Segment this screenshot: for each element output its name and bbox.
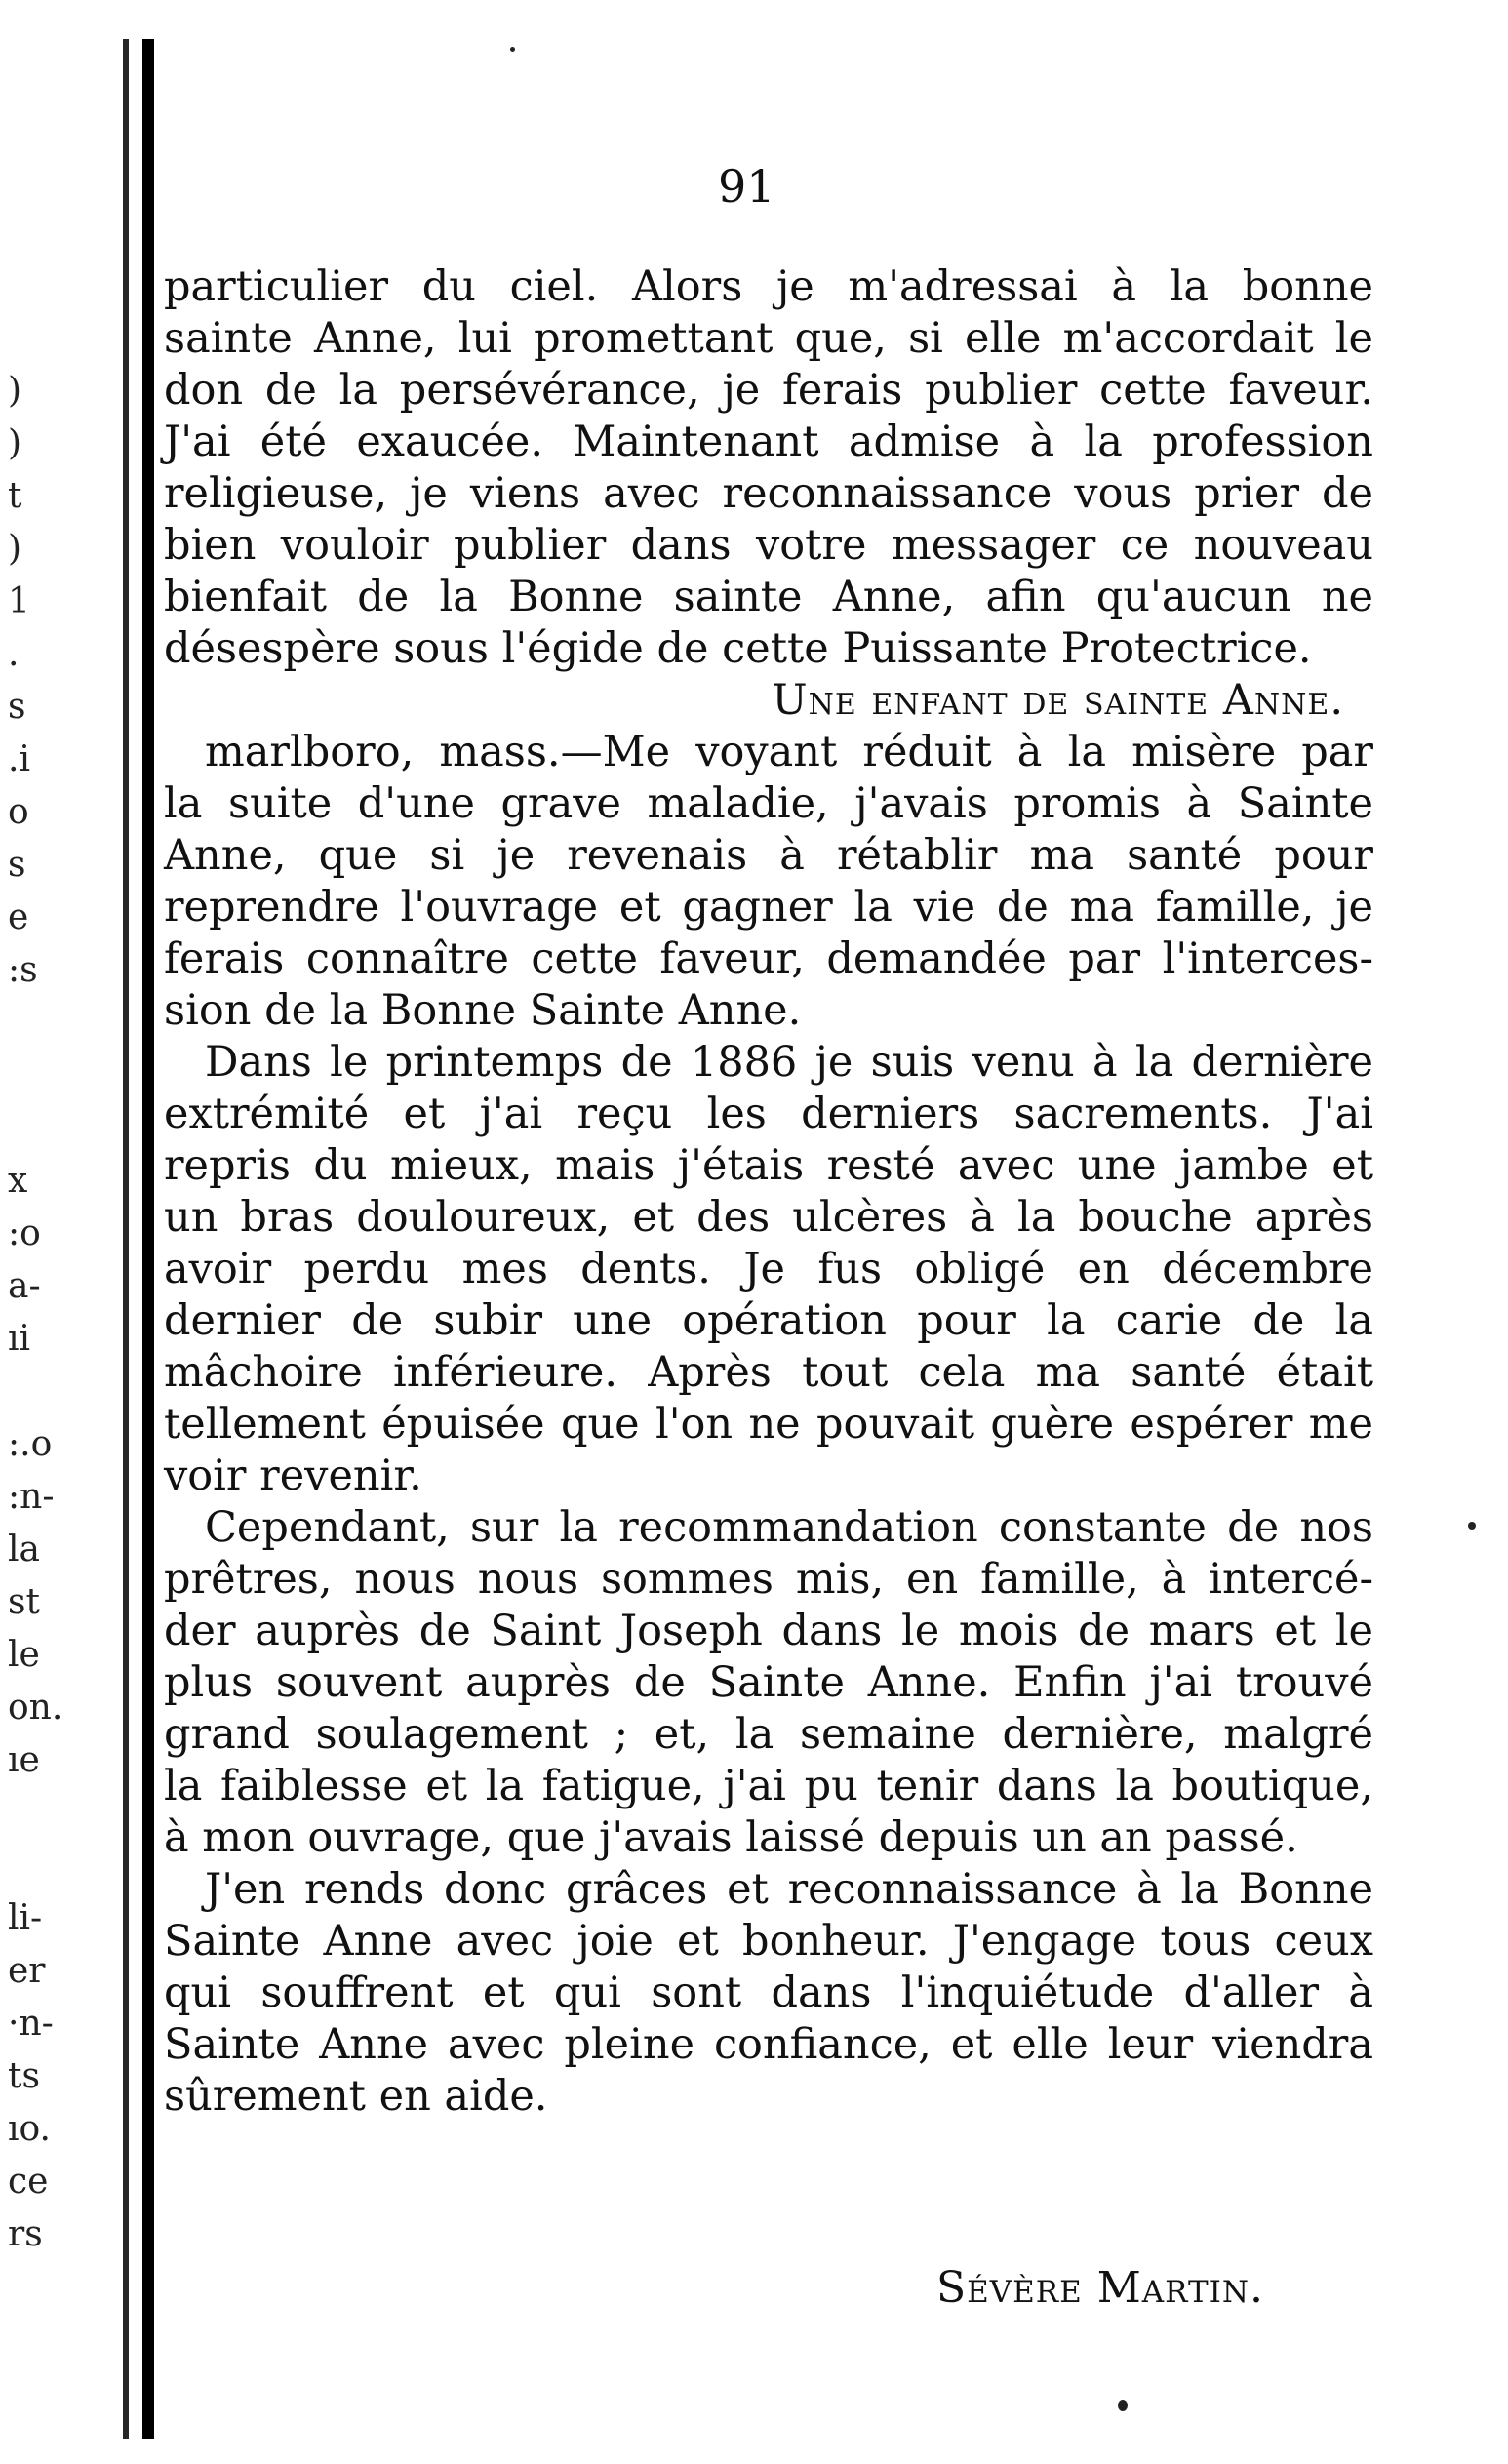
margin-fragment: s: [8, 687, 26, 727]
margin-fragment: ): [8, 371, 22, 411]
margin-fragment: x: [8, 1161, 28, 1201]
text-line: bienfait de la Bonne sainte Anne, afin qu'aucun ne: [164, 573, 1373, 621]
margin-fragment: .i: [8, 739, 30, 779]
text-line: sion de la Bonne Sainte Anne.: [164, 986, 802, 1035]
text-line: J'ai été exaucée. Maintenant admise à la profession: [164, 417, 1373, 466]
margin-fragment: st: [8, 1582, 40, 1622]
text-line: bien vouloir publier dans votre messager ce nouveau: [164, 521, 1373, 570]
margin-fragment: ts: [8, 2056, 40, 2096]
margin-fragment: :.o: [8, 1424, 53, 1464]
text-line: mâchoire inférieure. Après tout cela ma santé était: [164, 1348, 1373, 1397]
text-line: la suite d'une grave maladie, j'avais promis à Sainte: [164, 779, 1373, 828]
text-line: marlboro, mass.—Me voyant réduit à la misère par: [205, 728, 1373, 776]
margin-fragment: le: [8, 1635, 40, 1675]
text-line: religieuse, je viens avec reconnaissance vous prier de: [164, 469, 1373, 518]
text-line: sûrement en aide.: [164, 2072, 548, 2121]
margin-fragment: e: [8, 897, 29, 937]
text-line: ferais connaître cette faveur, demandée par l'interces-: [164, 934, 1373, 983]
margin-fragment: li-: [8, 1898, 43, 1938]
text-line: prêtres, nous nous sommes mis, en famille, à intercé-: [164, 1555, 1373, 1604]
text-line: Dans le printemps de 1886 je suis venu à la dernière: [205, 1038, 1373, 1087]
margin-fragment: ·n-: [8, 2004, 54, 2044]
text-line: Sainte Anne avec pleine confiance, et elle leur viendra: [164, 2020, 1373, 2069]
binding-shadow: [123, 39, 129, 2439]
text-line: der auprès de Saint Joseph dans le mois de mars et le: [164, 1607, 1373, 1655]
text-line: voir revenir.: [164, 1451, 422, 1500]
margin-fragment: ): [8, 529, 22, 569]
margin-fragment: s: [8, 845, 26, 885]
margin-fragment: o: [8, 792, 29, 832]
text-line: Cependant, sur la recommandation constante de nos: [205, 1503, 1373, 1552]
text-line: repris du mieux, mais j'étais resté avec une jambe et: [164, 1141, 1373, 1190]
margin-fragment: ): [8, 423, 22, 463]
text-line: désespère sous l'égide de cette Puissante Protectrice.: [164, 624, 1312, 673]
margin-fragment: :n-: [8, 1477, 55, 1517]
signature: Sévère Martin.: [936, 2263, 1265, 2313]
margin-fragment: ce: [8, 2162, 49, 2202]
text-line: don de la persévérance, je ferais publier cette faveur.: [164, 366, 1373, 415]
margin-fragment: rs: [8, 2214, 43, 2254]
ink-speck: [1118, 2400, 1128, 2411]
margin-fragment: ıe: [8, 1740, 40, 1780]
text-line: extrémité et j'ai reçu les derniers sacrements. J'ai: [164, 1090, 1373, 1138]
text-line: plus souvent auprès de Sainte Anne. Enfin j'ai trouvé: [164, 1658, 1373, 1707]
margin-fragment: a-: [8, 1266, 41, 1306]
text-line: Anne, que si je revenais à rétablir ma santé pour: [164, 831, 1373, 880]
text-line: J'en rends donc grâces et reconnaissance à la Bonne: [205, 1865, 1373, 1914]
margin-fragment: .: [8, 634, 20, 674]
text-line: un bras douloureux, et des ulcères à la bouche après: [164, 1193, 1373, 1242]
margin-fragment: ıo.: [8, 2109, 51, 2149]
text-line: particulier du ciel. Alors je m'adressai à la bonne: [164, 262, 1373, 311]
margin-fragment: t: [8, 476, 22, 516]
body-text: [164, 261, 1373, 2123]
ink-speck: [510, 47, 515, 52]
text-line: à mon ouvrage, que j'avais laissé depuis un an passé.: [164, 1813, 1298, 1862]
margin-fragment: on.: [8, 1688, 63, 1728]
margin-fragment: :s: [8, 950, 38, 990]
text-line: dernier de subir une opération pour la carie de la: [164, 1296, 1373, 1345]
text-line: tellement épuisée que l'on ne pouvait guère espérer me: [164, 1400, 1373, 1449]
margin-fragment: 1: [8, 581, 30, 621]
text-line: sainte Anne, lui promettant que, si elle m'accordait le: [164, 314, 1373, 363]
text-line: qui souffrent et qui sont dans l'inquiétude d'aller à: [164, 1968, 1373, 2017]
page-number: 91: [718, 160, 775, 213]
margin-fragment: ıi: [8, 1319, 31, 1359]
text-line: Sainte Anne avec joie et bonheur. J'engage tous ceux: [164, 1917, 1373, 1966]
text-line: reprendre l'ouvrage et gagner la vie de ma famille, je: [164, 883, 1373, 932]
binding-edge: [142, 39, 154, 2439]
text-line: avoir perdu mes dents. Je fus obligé en décembre: [164, 1245, 1373, 1293]
margin-fragment: er: [8, 1951, 46, 1991]
ink-speck: [1468, 1522, 1476, 1530]
text-line: Une enfant de sainte Anne.: [772, 676, 1344, 725]
margin-fragment: :o: [8, 1213, 41, 1253]
text-line: la faiblesse et la fatigue, j'ai pu tenir dans la boutique,: [164, 1762, 1373, 1810]
text-line: grand soulagement ; et, la semaine dernière, malgré: [164, 1710, 1373, 1759]
margin-fragment: la: [8, 1530, 40, 1570]
